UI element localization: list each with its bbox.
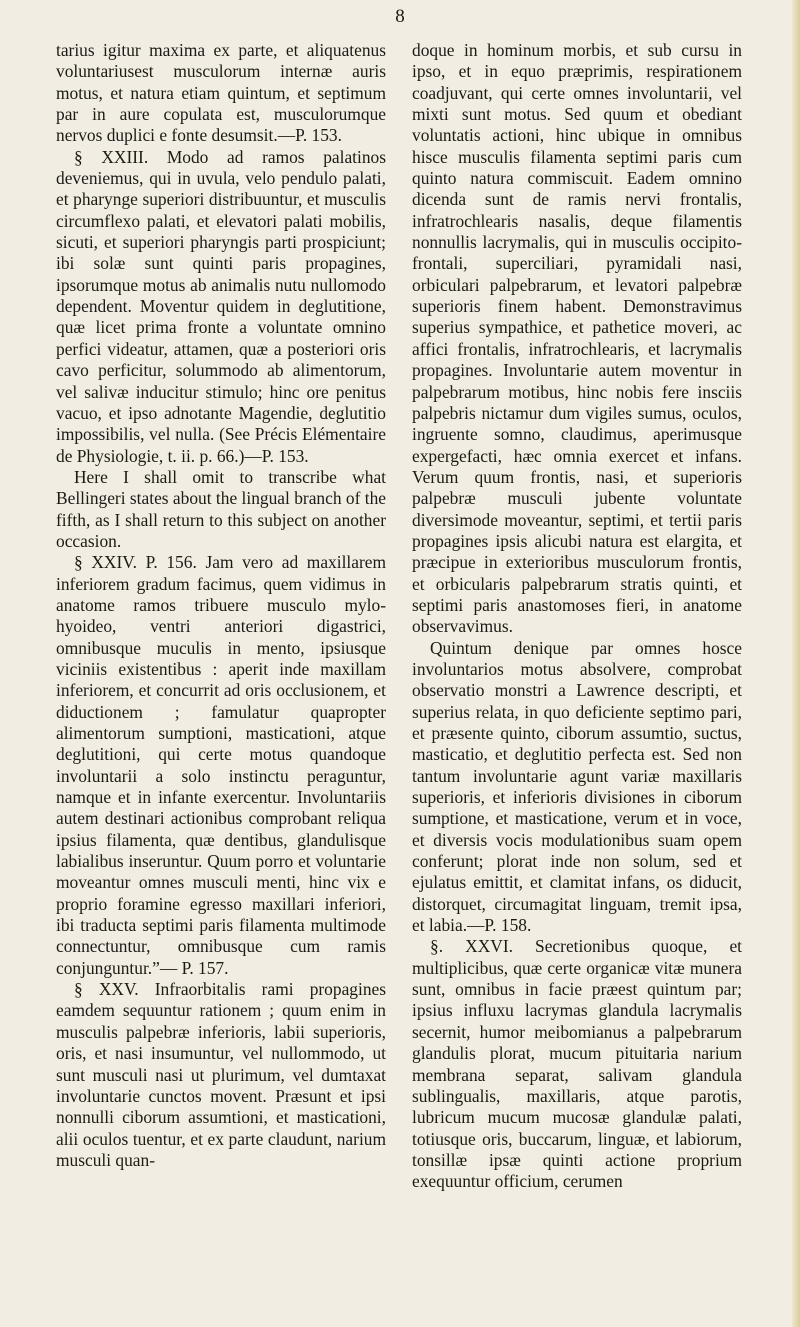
paragraph: § XXV. Infraorbitalis rami propagines eamdem sequuntur rationem ; quum enim in musculis palpebræ inferioris, labii superioris, oris, et nasi insumuntur, vel nullommodo, ut sunt musculi nasi ut plurimum, vel dumtaxat involuntarie cunctos movent. Præsunt et ipsi nonnulli ciborum assumtioni, et masticationi, alii oculos tuentur, et ex parte claudunt, narium musculi quan- (56, 979, 386, 1170)
paragraph: § XXIII. Modo ad ramos palatinos deveniemus, qui in uvula, velo pendulo palati, et pharynge superiori distribuuntur, et musculis circumflexo palati, et elevatori palati mobilis, sicuti, et superiori pharyngis parti prospiciunt; ibi solæ sunt quinti paris propagines, ipsorumque motus ab animalis nutu nullomodo dependent. Moventur quidem in deglutitione, quæ licet prima fronte a voluntate omnino perfici videatur, attamen, quæ a posteriori oris cavo perficitur, solummodo ab alimentorum, vel salivæ inducitur stimulo; hinc ore penitus vacuo, et ipso adnotante Magendie, deglutitio impossibilis, vel nulla. (See Précis Elémentaire de Physiologie, t. ii. p. 66.)—P. 153. (56, 146, 386, 466)
paragraph: §. XXVI. Secretionibus quoque, et multiplicibus, quæ certe organicæ vitæ munera sunt, omnibus in facie præest quintum par; ipsius influxu lacrymas glandula lacrymalis secernit, humor meibomianus a palpebrarum glandulis plorat, mucum pituitaria narium membrana separat, salivam glandula sublingualis, maxillaris, atque parotis, lubricum mucum mucosæ glandulæ palati, totiusque oris, buccarum, linguæ, et labiorum, tonsillæ ipsæ quinti actione proprium exequuntur officium, cerumen (412, 936, 742, 1192)
page-number: 8 (395, 6, 405, 27)
paragraph: Quintum denique par omnes hosce involuntarios motus absolvere, comprobat observatio monstri a Lawrence descripti, et superius relata, in quo deficiente septimo pari, et præsente quinto, ciborum assumtio, suctus, masticatio, et deglutitio perfecta est. Sed non tantum involuntarie agunt variæ maxillaris superioris, et inferioris divisiones in ciborum sumptione, et masticatione, verum et in voce, et diversis vocis modulationibus suam opem conferunt; plorat inde non solum, sed et ejulatus emittit, et clamitat infans, os diducit, distorquet, circumagitat linguam, tremit ipsa, et labia.—P. 158. (412, 637, 742, 936)
paragraph: doque in hominum morbis, et sub cursu in ipso, et in equo præprimis, respirationem coadjuvant, qui certe omnes involuntarii, vel mixti sunt motus. Sed quum et obediant voluntatis actioni, hinc ubique in omnibus hisce musculis filamenta septimi paris cum quinto natura commiscuit. Eadem omnino dicenda sunt de ramis nervi frontalis, infratrochlearis nasalis, deque filamentis nonnullis lacrymalis, qui in musculis occipito-frontali, superciliari, pyramidali nasi, orbiculari palpebrarum, et levatori palpebræ superioris finem habent. Demonstravimus superius sympathice, et pathetice moveri, ac affici frontalis, infratrochlearis, et lacrymalis propagines. Involuntarie autem moventur in palpebrarum motibus, hinc nobis fere insciis palpebris nictamur dum vigiles sumus, oculos, ingruente somno, claudimus, aperimusque expergefacti, hæc omnia exercet et infans. Verum quum frontis, nasi, et superioris palpebræ musculi jubente voluntate diversimode moveantur, septimi, et tertii paris propagines ipsis alicubi natura est elargita, et præcipue in exterioribus musculorum frontis, et orbicularis palpebrarum stratis quinti, et septimi paris anastomoses fieri, in anatome observavimus. (412, 40, 742, 637)
left-column (56, 40, 386, 1171)
page-edge-shadow (792, 0, 800, 1327)
paragraph: Here I shall omit to transcribe what Bellingeri states about the lingual branch of the fifth, as I shall return to this subject on another occasion. (56, 466, 386, 551)
paragraph: § XXIV. P. 156. Jam vero ad maxillarem inferiorem gradum facimus, quem vidimus in anatome ramos tribuere musculo mylo-hyoideo, ventri anteriori digastrici, omnibusque muculis in mento, ipsiusque viciniis existentibus : aperit inde maxillam inferiorem, et concurrit ad oris occlusionem, et diductionem ; famulatur quapropter alimentorum sumptioni, masticationi, atque deglutitioni, qui certe motus quandoque involuntarii a solo instinctu peraguntur, namque et in infante exercentur. Involuntariis autem destinari actionibus comprobant reliqua ipsius filamenta, quæ dentibus, glandulisque labialibus inseruntur. Quum porro et voluntarie moveantur omnes musculi menti, hinc vix e proprio foramine egresso maxillari inferiori, ibi traducta septimi paris filamenta multimode connectuntur, omnibusque cum ramis conjunguntur.”— P. 157. (56, 552, 386, 978)
right-column (412, 40, 742, 1193)
paragraph: tarius igitur maxima ex parte, et aliquatenus voluntariusest musculorum internæ auris motus, et natura etiam quintum, et septimum par in aure copulata est, musculorumque nervos duplici e fonte desumsit.—P. 153. (56, 40, 386, 146)
